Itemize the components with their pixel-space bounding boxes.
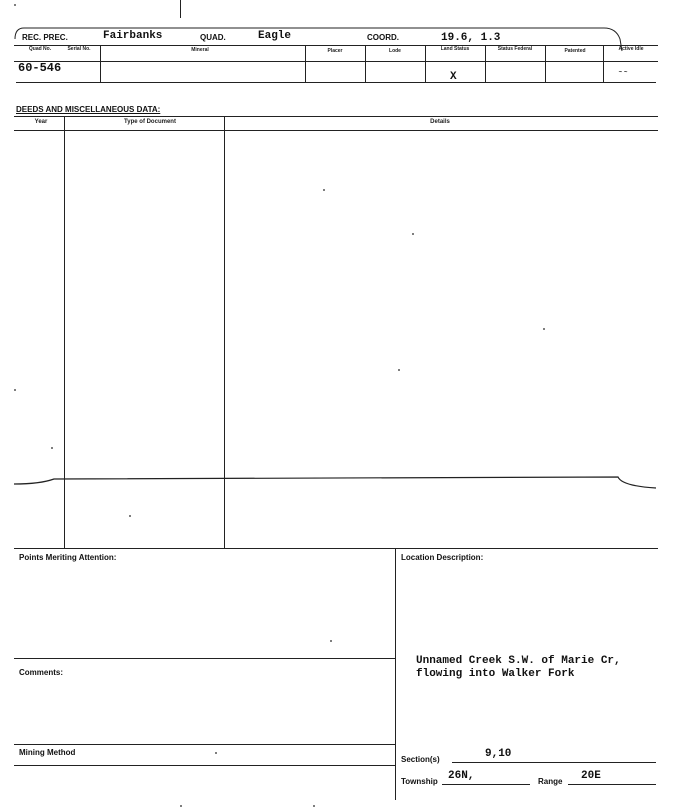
header-rule-1 [14,45,658,46]
stray-mark [330,640,332,642]
mining-rule [14,744,395,745]
location-line-1: Unnamed Creek S.W. of Marie Cr, [416,655,621,667]
header-col [545,45,546,82]
township-label: Township [401,777,438,786]
lower-divider [395,548,396,800]
patented-label: Patented [564,48,586,54]
status-federal-label: Status Federal [497,46,533,52]
quad-value: Eagle [258,30,292,42]
stray-mark [398,369,400,371]
stray-mark [51,447,53,449]
deeds-rule-top [14,116,658,117]
header-rule-3 [16,82,656,83]
stray-mark [129,515,131,517]
quad-no-label: Quad No. [28,46,52,52]
mineral-label: Mineral [191,47,209,53]
comments-label: Comments: [19,668,64,677]
quad-label: QUAD. [200,33,226,42]
serial-no-label: Serial No. [67,46,91,52]
mining-label: Mining Method [19,748,76,757]
stray-mark [323,189,325,191]
fold-line [0,470,678,500]
land-status-label: Land Status [440,46,470,52]
section-label: Section(s) [401,755,440,764]
location-line-2: flowing into Walker Fork [416,668,575,680]
township-value: 26N, [448,770,475,782]
top-tick [180,0,181,18]
range-underline [568,784,656,785]
location-label: Location Description: [401,553,484,562]
stray-mark [14,389,16,391]
header-col [365,45,366,82]
range-value: 20E [581,770,601,782]
land-status-mark: X [450,71,457,83]
points-label: Points Meriting Attention: [19,553,117,562]
stray-mark [313,805,315,807]
comments-rule [14,658,395,659]
quad-no-value: 60-546 [18,61,62,75]
deeds-rule-head [14,130,658,131]
year-label: Year [34,119,48,125]
coord-label: COORD. [367,33,399,42]
mining-rule-2 [14,765,395,766]
active-idle-scribble: ~ ~ [618,70,628,76]
range-label: Range [538,777,563,786]
section-underline [452,762,656,763]
header-col [485,45,486,82]
lode-label: Lode [389,48,401,54]
stray-mark [215,752,217,754]
rec-prec-label: REC. PREC. [22,33,68,42]
header-col [100,45,101,82]
lower-rule-top [14,548,658,549]
header-col [603,45,604,82]
active-idle-label: Active Idle [618,46,644,52]
stray-mark [543,328,545,330]
township-underline [442,784,530,785]
section-value: 9,10 [485,748,512,760]
rec-prec-value: Fairbanks [103,30,163,42]
stray-mark [180,805,182,807]
coord-value: 19.6, 1.3 [441,32,501,44]
placer-label: Placer [327,48,343,54]
deeds-title: DEEDS AND MISCELLANEOUS DATA: [16,105,161,114]
stray-mark [412,233,414,235]
stray-mark [14,4,16,6]
type-label: Type of Document [124,119,176,125]
header-col [305,45,306,82]
details-label: Details [430,119,450,125]
header-rule-2 [14,61,658,62]
header-col [425,45,426,82]
